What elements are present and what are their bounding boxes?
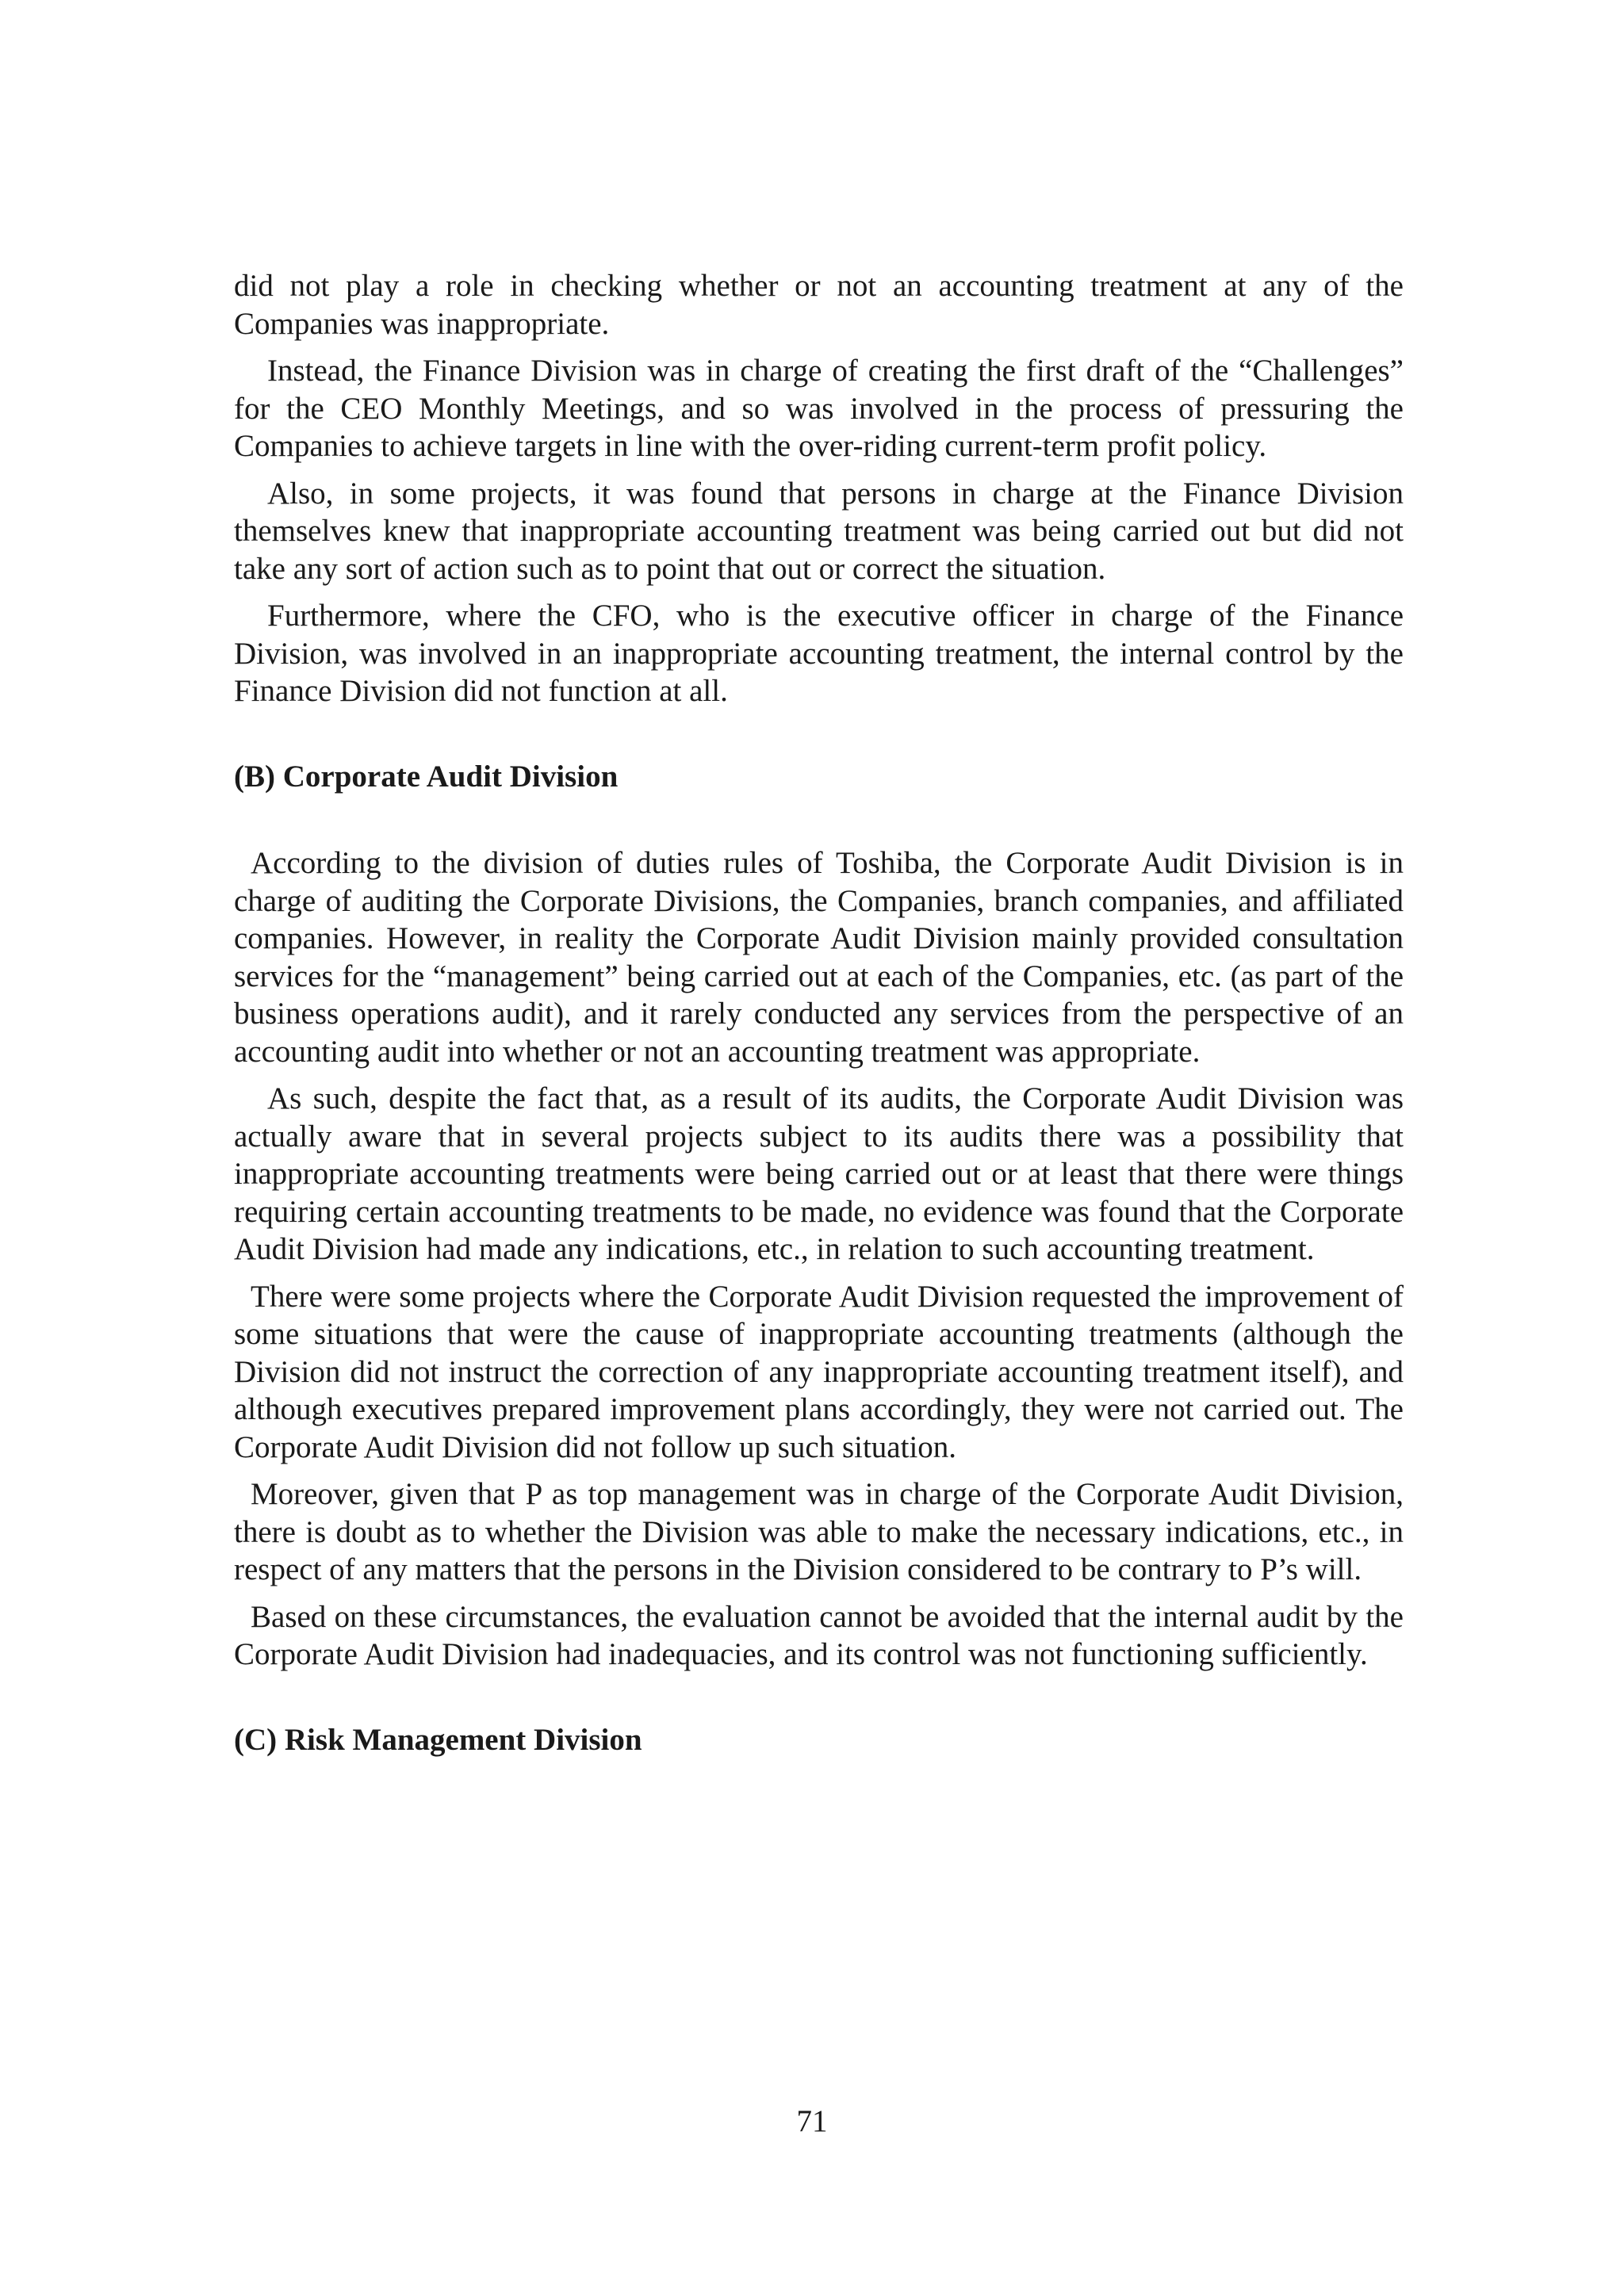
page-content [234, 267, 1404, 1758]
paragraph-finance-knowledge: Also, in some projects, it was found that persons in charge at the Finance Division themselves knew that inappropriate accounting treatment was being carried out but did not take any sort of action such as to point that out or correct the situation. [234, 476, 1404, 586]
paragraph-audit-awareness: As such, despite the fact that, as a result of its audits, the Corporate Audit Division was actually aware that in several projects subject to its audits there was a possibility that inappropriate accounting treatments were being carried out or at least that there were things requiring certain accounting treatments to be made, no evidence was found that the Corporate Audit Division had made any indications, etc., in relation to such accounting treatment. [234, 1081, 1404, 1266]
section-heading-corporate-audit: (B) Corporate Audit Division [234, 759, 619, 794]
paragraph-audit-duties: According to the division of duties rules of Toshiba, the Corporate Audit Division is in charge of auditing the Corporate Divisions, the Companies, branch companies, and affiliated companies. However, in reality the Corporate Audit Division mainly provided consultation services for the “management” being carried out at each of the Companies, etc. (as part of the business operations audit), and it rarely conducted any services from the perspective of an accounting audit into whether or not an accounting treatment was appropriate. [234, 846, 1404, 1069]
paragraph-audit-top-management: Moreover, given that P as top management was in charge of the Corporate Audit Division, there is doubt as to whether the Division was able to make the necessary indications, etc., in respect of any matters that the persons in the Division considered to be contrary to P’s will. [234, 1477, 1404, 1586]
page-number: 71 [796, 2104, 828, 2138]
paragraph-audit-improvement: There were some projects where the Corporate Audit Division requested the improvement of some situations that were the cause of inappropriate accounting treatments (although the Division did not instruct the correction of any inappropriate accounting treatment itself), and although executives prepared improvement plans accordingly, they were not carried out. The Corporate Audit Division did not follow up such situation. [234, 1279, 1404, 1464]
paragraph-cfo-involvement: Furthermore, where the CFO, who is the executive officer in charge of the Finance Division, was involved in an inappropriate accounting treatment, the internal control by the Finance Division did not function at all. [234, 599, 1404, 708]
paragraph-finance-challenges: Instead, the Finance Division was in charge of creating the first draft of the “Challenges” for the CEO Monthly Meetings, and so was involved in the process of pressuring the Companies to achieve targets in line with the over-riding current-term profit policy. [234, 354, 1404, 463]
paragraph-continued: did not play a role in checking whether or not an accounting treatment at any of the Companies was inappropriate. [234, 269, 1404, 341]
section-heading-risk-management: (C) Risk Management Division [234, 1722, 642, 1757]
paragraph-audit-evaluation: Based on these circumstances, the evaluation cannot be avoided that the internal audit by the Corporate Audit Division had inadequacies, and its control was not functioning sufficiently. [234, 1599, 1404, 1671]
